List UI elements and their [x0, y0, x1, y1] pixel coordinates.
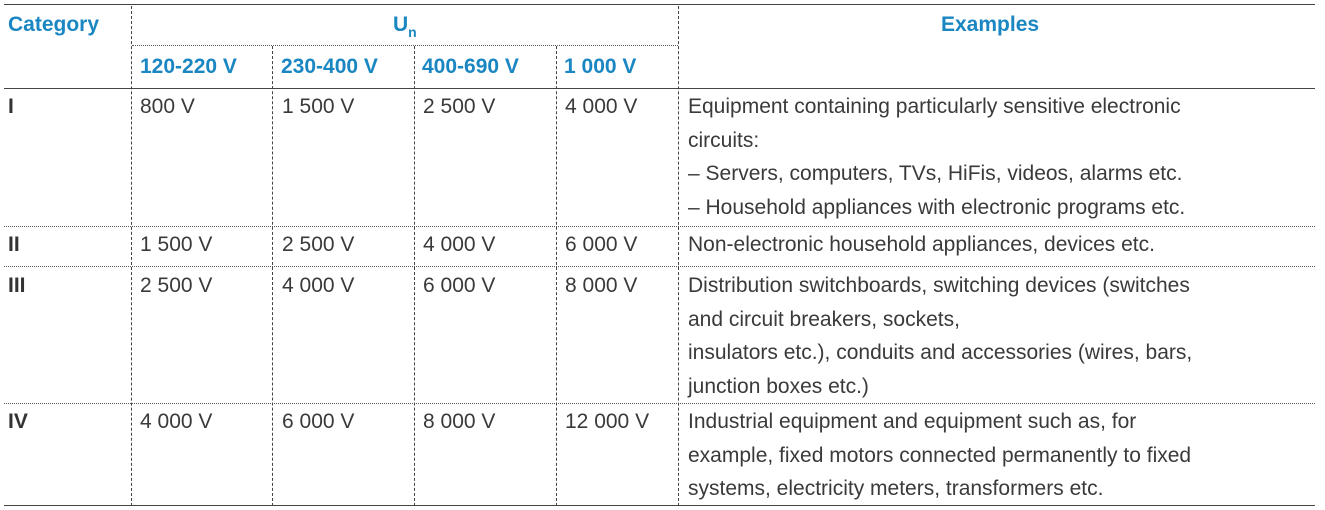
row-1-value-2: 1 500 V [282, 95, 355, 118]
row-3-value-1: 2 500 V [140, 274, 213, 297]
row-4-example-line-2: example, fixed motors connected permanently to fixed [688, 444, 1192, 467]
row-4-example-line-1: Industrial equipment and equipment such as, for [688, 410, 1137, 433]
row-3-value-3: 6 000 V [423, 274, 496, 297]
row-3-example-line-3: insulators etc.), conduits and accessories (wires, bars, [688, 341, 1193, 364]
row-1-example-line-2: circuits: [688, 129, 760, 152]
header-un-main: U [393, 13, 409, 36]
row-4-value-4: 12 000 V [565, 410, 650, 433]
col-separator-category [131, 6, 132, 506]
header-un [393, 8, 417, 50]
table-top-rule [4, 4, 1315, 5]
header-un-sub: n [408, 24, 417, 40]
row-2-value-4: 6 000 V [565, 233, 638, 256]
col-separator-v4 [556, 46, 557, 506]
row-4-category: IV [8, 410, 28, 433]
col-separator-examples [678, 6, 679, 506]
header-bottom-rule [4, 88, 1315, 89]
row-1-example-line-1: Equipment containing particularly sensitive electronic [688, 95, 1181, 118]
col-separator-v3 [414, 46, 415, 506]
row-2-example-line-1: Non-electronic household appliances, devices etc. [688, 233, 1155, 256]
row-1-value-4: 4 000 V [565, 95, 638, 118]
row-1-value-3: 2 500 V [423, 95, 496, 118]
row-3-value-2: 4 000 V [282, 274, 355, 297]
header-voltage-3: 400-690 V [422, 55, 519, 78]
table-bottom-rule [4, 505, 1315, 506]
row-1-category: I [8, 95, 14, 118]
row-1-example-line-3: – Servers, computers, TVs, HiFis, videos, alarms etc. [688, 162, 1183, 185]
row-2-value-1: 1 500 V [140, 233, 213, 256]
row-4-value-2: 6 000 V [282, 410, 355, 433]
row-2-category: II [8, 233, 20, 256]
row-divider-1 [4, 226, 1315, 227]
header-voltage-2: 230-400 V [281, 55, 378, 78]
col-separator-v2 [272, 46, 273, 506]
header-examples: Examples [941, 13, 1040, 36]
row-3-example-line-1: Distribution switchboards, switching devices (switches [688, 274, 1190, 297]
row-4-value-1: 4 000 V [140, 410, 213, 433]
header-voltage-4: 1 000 V [564, 55, 637, 78]
row-3-value-4: 8 000 V [565, 274, 638, 297]
header-voltage-1: 120-220 V [140, 55, 237, 78]
row-3-example-line-4: junction boxes etc.) [688, 375, 869, 398]
row-1-example-line-4: – Household appliances with electronic programs etc. [688, 196, 1186, 219]
header-category: Category [8, 13, 100, 36]
row-4-example-line-3: systems, electricity meters, transformers etc. [688, 477, 1104, 500]
row-divider-2 [4, 266, 1315, 267]
row-3-category: III [8, 274, 26, 297]
row-2-value-3: 4 000 V [423, 233, 496, 256]
row-3-example-line-2: and circuit breakers, sockets, [688, 308, 960, 331]
row-2-value-2: 2 500 V [282, 233, 355, 256]
row-4-value-3: 8 000 V [423, 410, 496, 433]
row-1-value-1: 800 V [140, 95, 195, 118]
row-divider-3 [4, 403, 1315, 404]
